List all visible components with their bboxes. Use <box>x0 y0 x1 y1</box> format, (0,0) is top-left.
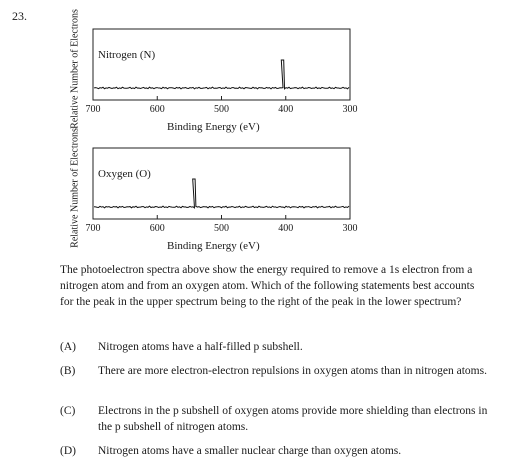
x-tick-300: 300 <box>342 223 358 234</box>
x-axis-label: Binding Energy (eV) <box>167 121 260 133</box>
x-tick-300: 300 <box>342 104 358 115</box>
question-number: 23. <box>12 9 27 23</box>
x-tick-500: 500 <box>214 104 229 115</box>
x-tick-700: 700 <box>85 223 101 234</box>
spectrum-line <box>94 179 349 208</box>
choice-text: Nitrogen atoms have a half-filled p subshell. <box>98 341 303 353</box>
oxygen-label: Oxygen (O) <box>98 168 151 180</box>
choice-letter: (D) <box>60 445 76 457</box>
choice-text: Electrons in the p subshell of oxygen atoms provide more shielding than electrons in the p subshell of nitrogen atoms. <box>98 405 488 433</box>
choice-letter: (B) <box>60 365 76 377</box>
y-axis-label-text: Relative Number of Electrons <box>69 9 81 129</box>
spectrum-line <box>94 60 349 89</box>
oxygen-spectrum-plot <box>60 143 380 273</box>
nitrogen-spectrum <box>60 9 380 154</box>
oxygen-spectrum <box>60 128 380 273</box>
x-tick-700: 700 <box>85 104 101 115</box>
choice-text: Nitrogen atoms have a smaller nuclear charge than oxygen atoms. <box>98 445 402 457</box>
x-tick-500: 500 <box>214 223 229 234</box>
plot-frame <box>93 29 350 100</box>
x-tick-400: 400 <box>278 223 294 234</box>
y-axis-label-text: Relative Number of Electrons <box>69 128 81 248</box>
question-stem: The photoelectron spectra above show the energy required to remove a 1s electron from a nitrogen atom and from an oxygen atom. Which of the following statements best accounts for the peak in the upper spectrum being to the right of the peak in the lower spectrum? <box>60 264 475 308</box>
choice-letter: (A) <box>60 341 76 353</box>
choice-text: There are more electron-electron repulsions in oxygen atoms than in nitrogen atoms. <box>98 365 487 377</box>
choice-letter: (C) <box>60 405 76 417</box>
x-tick-600: 600 <box>149 104 165 115</box>
x-tick-400: 400 <box>278 104 294 115</box>
x-tick-600: 600 <box>149 223 165 234</box>
nitrogen-label: Nitrogen (N) <box>98 49 156 61</box>
nitrogen-spectrum-plot <box>60 24 380 154</box>
x-axis-label: Binding Energy (eV) <box>167 240 260 252</box>
